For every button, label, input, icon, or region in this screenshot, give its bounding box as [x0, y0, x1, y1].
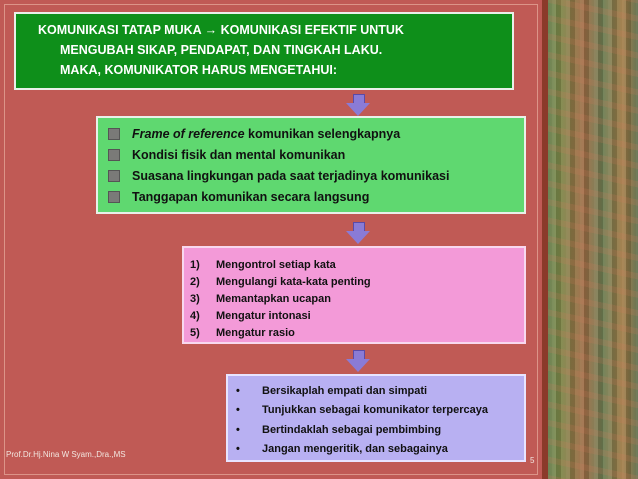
step-text: Mengulangi kata-kata penting: [216, 275, 371, 288]
square-bullet-icon: [108, 128, 120, 140]
tip-item: [236, 401, 524, 421]
factor-text: Suasana lingkungan pada saat terjadinya komunikasi: [132, 168, 450, 183]
factor-text: komunikan selengkapnya: [244, 126, 401, 141]
step-item: [190, 256, 524, 273]
factor-item: [108, 144, 524, 165]
step-number: 5): [190, 326, 200, 339]
tip-text: Tunjukkan sebagai komunikator terpercaya: [262, 404, 488, 417]
step-text: Mengatur rasio: [216, 326, 295, 339]
step-item: [190, 273, 524, 290]
header-line-3: MAKA, KOMUNIKATOR HARUS MENGETAHUI:: [60, 63, 338, 77]
step-number: 2): [190, 275, 200, 288]
header-box: [14, 12, 514, 90]
square-bullet-icon: [108, 149, 120, 161]
square-bullet-icon: [108, 191, 120, 203]
factor-text: Tanggapan komunikan secara langsung: [132, 189, 370, 204]
factors-box: [96, 116, 526, 214]
steps-box: [182, 246, 526, 344]
footer-author: Prof.Dr.Hj.Nina W Syam.,Dra.,MS: [6, 450, 126, 459]
step-number: 1): [190, 258, 200, 271]
tip-text: Bertindaklah sebagai pembimbing: [262, 423, 442, 436]
factor-italic: Frame of reference: [132, 126, 245, 141]
step-text: Mengontrol setiap kata: [216, 258, 336, 271]
square-bullet-icon: [108, 170, 120, 182]
page-number: 5: [530, 456, 535, 465]
step-text: Memantapkan ucapan: [216, 292, 331, 305]
arrow-down-icon: [346, 94, 370, 116]
arrow-down-icon: [346, 350, 370, 372]
tip-item: [236, 381, 524, 401]
step-item: [190, 290, 524, 307]
tip-text: Bersikaplah empati dan simpati: [262, 384, 428, 397]
header-line-1: KOMUNIKASI TATAP MUKA → KOMUNIKASI EFEKTIF UNTUK: [38, 23, 404, 37]
bullet-icon: •: [236, 384, 240, 397]
curtain-decoration: [538, 0, 638, 479]
tip-item: [236, 420, 524, 440]
tip-item: [236, 440, 524, 460]
bullet-icon: •: [236, 443, 240, 456]
bullet-icon: •: [236, 423, 240, 436]
factor-item: [108, 123, 524, 144]
step-text: Mengatur intonasi: [216, 309, 311, 322]
step-number: 3): [190, 292, 200, 305]
header-line-2: MENGUBAH SIKAP, PENDAPAT, DAN TINGKAH LAKU.: [60, 43, 383, 57]
arrow-down-icon: [346, 222, 370, 244]
tip-text: Jangan mengeritik, dan sebagainya: [262, 443, 448, 456]
bullet-icon: •: [236, 404, 240, 417]
step-item: [190, 324, 524, 341]
factor-item: [108, 165, 524, 186]
tips-box: [226, 374, 526, 462]
factor-item: [108, 186, 524, 207]
factor-text: Kondisi fisik dan mental komunikan: [132, 147, 346, 162]
step-item: [190, 307, 524, 324]
step-number: 4): [190, 309, 200, 322]
